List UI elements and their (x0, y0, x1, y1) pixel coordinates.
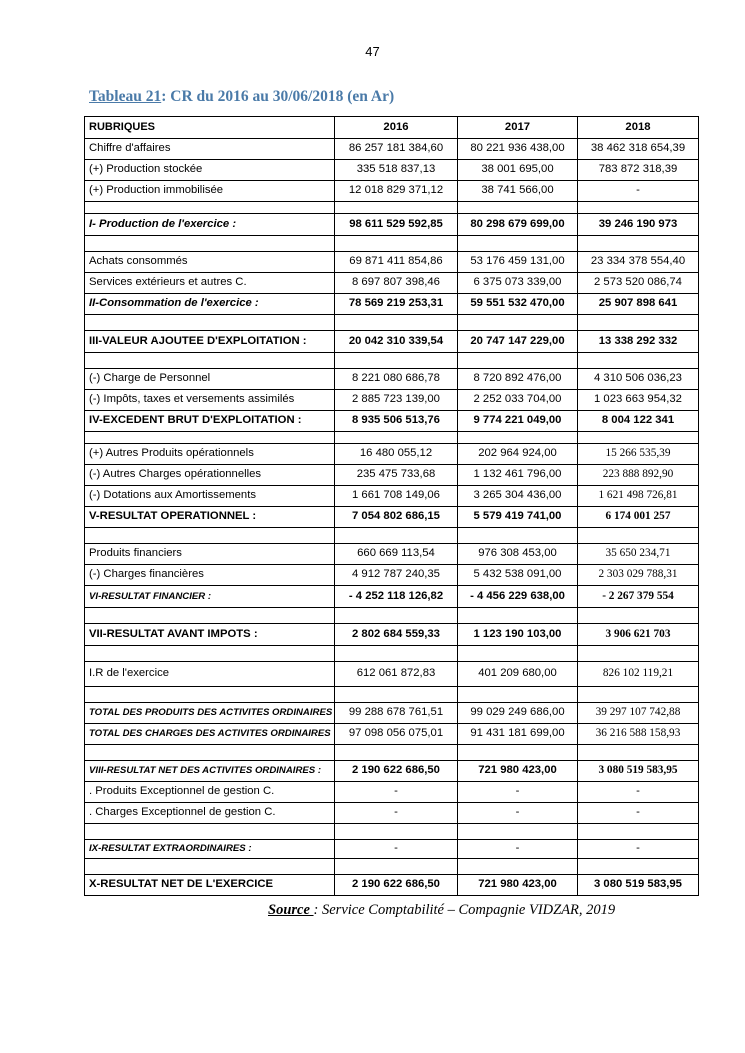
spacer-cell (578, 608, 699, 624)
value-2018: 35 650 234,71 (578, 544, 699, 565)
value-2018: 39 297 107 742,88 (578, 703, 699, 724)
value-2016: 12 018 829 371,12 (335, 181, 458, 202)
value-2018: 1 023 663 954,32 (578, 390, 699, 411)
row-label: IV-EXCEDENT BRUT D'EXPLOITATION : (85, 411, 335, 432)
source-label: Source (268, 902, 314, 918)
header-rubriques: RUBRIQUES (85, 117, 335, 139)
value-2016: 99 288 678 761,51 (335, 703, 458, 724)
row-label: IX-RESULTAT EXTRAORDINAIRES : (85, 840, 335, 859)
row-label: Achats consommés (85, 252, 335, 273)
spacer-cell (335, 646, 458, 662)
spacer-cell (578, 353, 699, 369)
header-year-2016: 2016 (335, 117, 458, 139)
spacer-cell (335, 432, 458, 444)
value-2016: 86 257 181 384,60 (335, 139, 458, 160)
value-2016: 78 569 219 253,31 (335, 294, 458, 315)
row-label: V-RESULTAT OPERATIONNEL : (85, 507, 335, 528)
spacer-cell (458, 646, 578, 662)
spacer-cell (458, 745, 578, 761)
value-2017: - 4 456 229 638,00 (458, 586, 578, 608)
spacer-row (85, 608, 699, 624)
spacer-cell (85, 202, 335, 214)
header-year-2017: 2017 (458, 117, 578, 139)
spacer-cell (458, 236, 578, 252)
spacer-row (85, 646, 699, 662)
value-2018: 3 080 519 583,95 (578, 761, 699, 782)
value-2018: 783 872 318,39 (578, 160, 699, 181)
table-row-total (85, 703, 699, 724)
value-2016: 8 221 080 686,78 (335, 369, 458, 390)
value-2016: 20 042 310 339,54 (335, 331, 458, 353)
value-2017: 976 308 453,00 (458, 544, 578, 565)
value-2018: 3 080 519 583,95 (578, 875, 699, 896)
row-label: Chiffre d'affaires (85, 139, 335, 160)
page-number: 47 (365, 44, 380, 59)
spacer-cell (458, 315, 578, 331)
row-label: VIII-RESULTAT NET DES ACTIVITES ORDINAIRES : (85, 761, 335, 782)
spacer-cell (458, 432, 578, 444)
row-label: (-) Impôts, taxes et versements assimilés (85, 390, 335, 411)
spacer-cell (85, 432, 335, 444)
spacer-row (85, 745, 699, 761)
value-2017: 8 720 892 476,00 (458, 369, 578, 390)
row-label: (-) Autres Charges opérationnelles (85, 465, 335, 486)
value-2018: - (578, 840, 699, 859)
table-row-subtotal (85, 507, 699, 528)
table-row-subtotal (85, 761, 699, 782)
value-2018: 39 246 190 973 (578, 214, 699, 236)
spacer-cell (578, 745, 699, 761)
table-row (85, 390, 699, 411)
value-2018: - (578, 782, 699, 803)
value-2018: 38 462 318 654,39 (578, 139, 699, 160)
value-2017: 99 029 249 686,00 (458, 703, 578, 724)
value-2017: - (458, 803, 578, 824)
value-2018: 4 310 506 036,23 (578, 369, 699, 390)
row-label: (-) Dotations aux Amortissements (85, 486, 335, 507)
table-row (85, 782, 699, 803)
value-2017: 38 741 566,00 (458, 181, 578, 202)
spacer-cell (85, 687, 335, 703)
spacer-cell (458, 353, 578, 369)
table-row (85, 273, 699, 294)
table-row (85, 252, 699, 273)
value-2017: - (458, 782, 578, 803)
value-2018: 6 174 001 257 (578, 507, 699, 528)
table-row (85, 565, 699, 586)
spacer-cell (578, 824, 699, 840)
income-statement-table (84, 116, 699, 896)
spacer-cell (335, 353, 458, 369)
value-2017: 20 747 147 229,00 (458, 331, 578, 353)
value-2016: 8 935 506 513,76 (335, 411, 458, 432)
header-row (85, 117, 699, 139)
spacer-cell (85, 528, 335, 544)
value-2018: 1 621 498 726,81 (578, 486, 699, 507)
spacer-cell (85, 353, 335, 369)
value-2017: 59 551 532 470,00 (458, 294, 578, 315)
spacer-row (85, 202, 699, 214)
spacer-row (85, 353, 699, 369)
table-row-subtotal (85, 214, 699, 236)
spacer-cell (458, 528, 578, 544)
table-row-total (85, 724, 699, 745)
value-2018: 3 906 621 703 (578, 624, 699, 646)
caption-label: Tableau 21 (89, 88, 162, 105)
row-label: VI-RESULTAT FINANCIER : (85, 586, 335, 608)
value-2016: - 4 252 118 126,82 (335, 586, 458, 608)
value-2016: - (335, 803, 458, 824)
source-text: : Service Comptabilité – Compagnie VIDZAR, 2019 (313, 902, 616, 918)
value-2017: 5 432 538 091,00 (458, 565, 578, 586)
row-label: TOTAL DES CHARGES DES ACTIVITES ORDINAIRES (85, 724, 335, 745)
value-2017: 6 375 073 339,00 (458, 273, 578, 294)
value-2017: 721 980 423,00 (458, 875, 578, 896)
value-2016: 2 802 684 559,33 (335, 624, 458, 646)
spacer-cell (578, 528, 699, 544)
value-2017: 53 176 459 131,00 (458, 252, 578, 273)
spacer-row (85, 528, 699, 544)
table-row-subtotal (85, 411, 699, 432)
spacer-cell (458, 824, 578, 840)
spacer-cell (85, 824, 335, 840)
value-2016: 97 098 056 075,01 (335, 724, 458, 745)
table-row (85, 662, 699, 687)
value-2018: 8 004 122 341 (578, 411, 699, 432)
table-row (85, 181, 699, 202)
table-row-subtotal (85, 331, 699, 353)
row-label: (-) Charges financières (85, 565, 335, 586)
value-2017: 91 431 181 699,00 (458, 724, 578, 745)
row-label: II-Consommation de l'exercice : (85, 294, 335, 315)
spacer-cell (578, 646, 699, 662)
value-2017: 9 774 221 049,00 (458, 411, 578, 432)
value-2017: 5 579 419 741,00 (458, 507, 578, 528)
value-2017: 80 221 936 438,00 (458, 139, 578, 160)
spacer-cell (85, 315, 335, 331)
header-year-2018: 2018 (578, 117, 699, 139)
value-2018: - (578, 181, 699, 202)
value-2018: 2 573 520 086,74 (578, 273, 699, 294)
value-2016: 69 871 411 854,86 (335, 252, 458, 273)
value-2017: 401 209 680,00 (458, 662, 578, 687)
spacer-cell (458, 687, 578, 703)
spacer-cell (578, 432, 699, 444)
spacer-cell (335, 236, 458, 252)
value-2018: - (578, 803, 699, 824)
row-label: Services extérieurs et autres C. (85, 273, 335, 294)
value-2018: 13 338 292 332 (578, 331, 699, 353)
row-label: III-VALEUR AJOUTEE D'EXPLOITATION : (85, 331, 335, 353)
table-row (85, 369, 699, 390)
spacer-cell (335, 608, 458, 624)
spacer-cell (335, 859, 458, 875)
value-2016: 612 061 872,83 (335, 662, 458, 687)
spacer-cell (335, 745, 458, 761)
value-2018: 2 303 029 788,31 (578, 565, 699, 586)
row-label: . Charges Exceptionnel de gestion C. (85, 803, 335, 824)
value-2017: 80 298 679 699,00 (458, 214, 578, 236)
table-row (85, 444, 699, 465)
spacer-row (85, 859, 699, 875)
row-label: VII-RESULTAT AVANT IMPOTS : (85, 624, 335, 646)
table-row (85, 139, 699, 160)
spacer-cell (85, 646, 335, 662)
spacer-row (85, 236, 699, 252)
row-label: TOTAL DES PRODUITS DES ACTIVITES ORDINAIRES (85, 703, 335, 724)
row-label: (-) Charge de Personnel (85, 369, 335, 390)
value-2016: 2 190 622 686,50 (335, 761, 458, 782)
value-2016: 235 475 733,68 (335, 465, 458, 486)
value-2017: 1 123 190 103,00 (458, 624, 578, 646)
spacer-cell (578, 202, 699, 214)
source-note (268, 902, 615, 919)
spacer-cell (458, 202, 578, 214)
value-2018: 15 266 535,39 (578, 444, 699, 465)
value-2016: - (335, 782, 458, 803)
value-2018: 223 888 892,90 (578, 465, 699, 486)
spacer-cell (578, 315, 699, 331)
spacer-cell (578, 859, 699, 875)
value-2018: - 2 267 379 554 (578, 586, 699, 608)
row-label: . Produits Exceptionnel de gestion C. (85, 782, 335, 803)
value-2016: 1 661 708 149,06 (335, 486, 458, 507)
spacer-cell (335, 824, 458, 840)
value-2018: 36 216 588 158,93 (578, 724, 699, 745)
value-2017: 2 252 033 704,00 (458, 390, 578, 411)
spacer-cell (335, 528, 458, 544)
spacer-row (85, 315, 699, 331)
row-label: X-RESULTAT NET DE L'EXERCICE (85, 875, 335, 896)
value-2017: 202 964 924,00 (458, 444, 578, 465)
value-2016: 335 518 837,13 (335, 160, 458, 181)
value-2016: 660 669 113,54 (335, 544, 458, 565)
table-row-subtotal (85, 840, 699, 859)
table-row (85, 544, 699, 565)
value-2017: 1 132 461 796,00 (458, 465, 578, 486)
table-row (85, 486, 699, 507)
value-2017: 38 001 695,00 (458, 160, 578, 181)
spacer-cell (578, 236, 699, 252)
value-2017: 721 980 423,00 (458, 761, 578, 782)
value-2017: - (458, 840, 578, 859)
spacer-cell (335, 687, 458, 703)
spacer-cell (85, 745, 335, 761)
value-2016: 16 480 055,12 (335, 444, 458, 465)
spacer-cell (458, 608, 578, 624)
row-label: I.R de l'exercice (85, 662, 335, 687)
row-label: I- Production de l'exercice : (85, 214, 335, 236)
value-2018: 23 334 378 554,40 (578, 252, 699, 273)
spacer-cell (335, 315, 458, 331)
spacer-row (85, 824, 699, 840)
row-label: (+) Production stockée (85, 160, 335, 181)
row-label: Produits financiers (85, 544, 335, 565)
table-row-subtotal (85, 294, 699, 315)
spacer-cell (85, 859, 335, 875)
caption-text: : CR du 2016 au 30/06/2018 (en Ar) (161, 88, 395, 105)
spacer-cell (458, 859, 578, 875)
value-2016: 7 054 802 686,15 (335, 507, 458, 528)
value-2016: - (335, 840, 458, 859)
value-2016: 98 611 529 592,85 (335, 214, 458, 236)
value-2016: 2 190 622 686,50 (335, 875, 458, 896)
value-2016: 8 697 807 398,46 (335, 273, 458, 294)
value-2016: 4 912 787 240,35 (335, 565, 458, 586)
spacer-row (85, 687, 699, 703)
value-2018: 25 907 898 641 (578, 294, 699, 315)
value-2018: 826 102 119,21 (578, 662, 699, 687)
row-label: (+) Production immobilisée (85, 181, 335, 202)
table-row-subtotal (85, 624, 699, 646)
spacer-cell (578, 687, 699, 703)
spacer-cell (85, 608, 335, 624)
table-row-subtotal (85, 586, 699, 608)
table-row (85, 803, 699, 824)
table-row (85, 465, 699, 486)
table-row (85, 160, 699, 181)
value-2016: 2 885 723 139,00 (335, 390, 458, 411)
spacer-cell (335, 202, 458, 214)
spacer-cell (85, 236, 335, 252)
row-label: (+) Autres Produits opérationnels (85, 444, 335, 465)
value-2017: 3 265 304 436,00 (458, 486, 578, 507)
table-caption (89, 88, 394, 106)
table-row-total (85, 875, 699, 896)
spacer-row (85, 432, 699, 444)
